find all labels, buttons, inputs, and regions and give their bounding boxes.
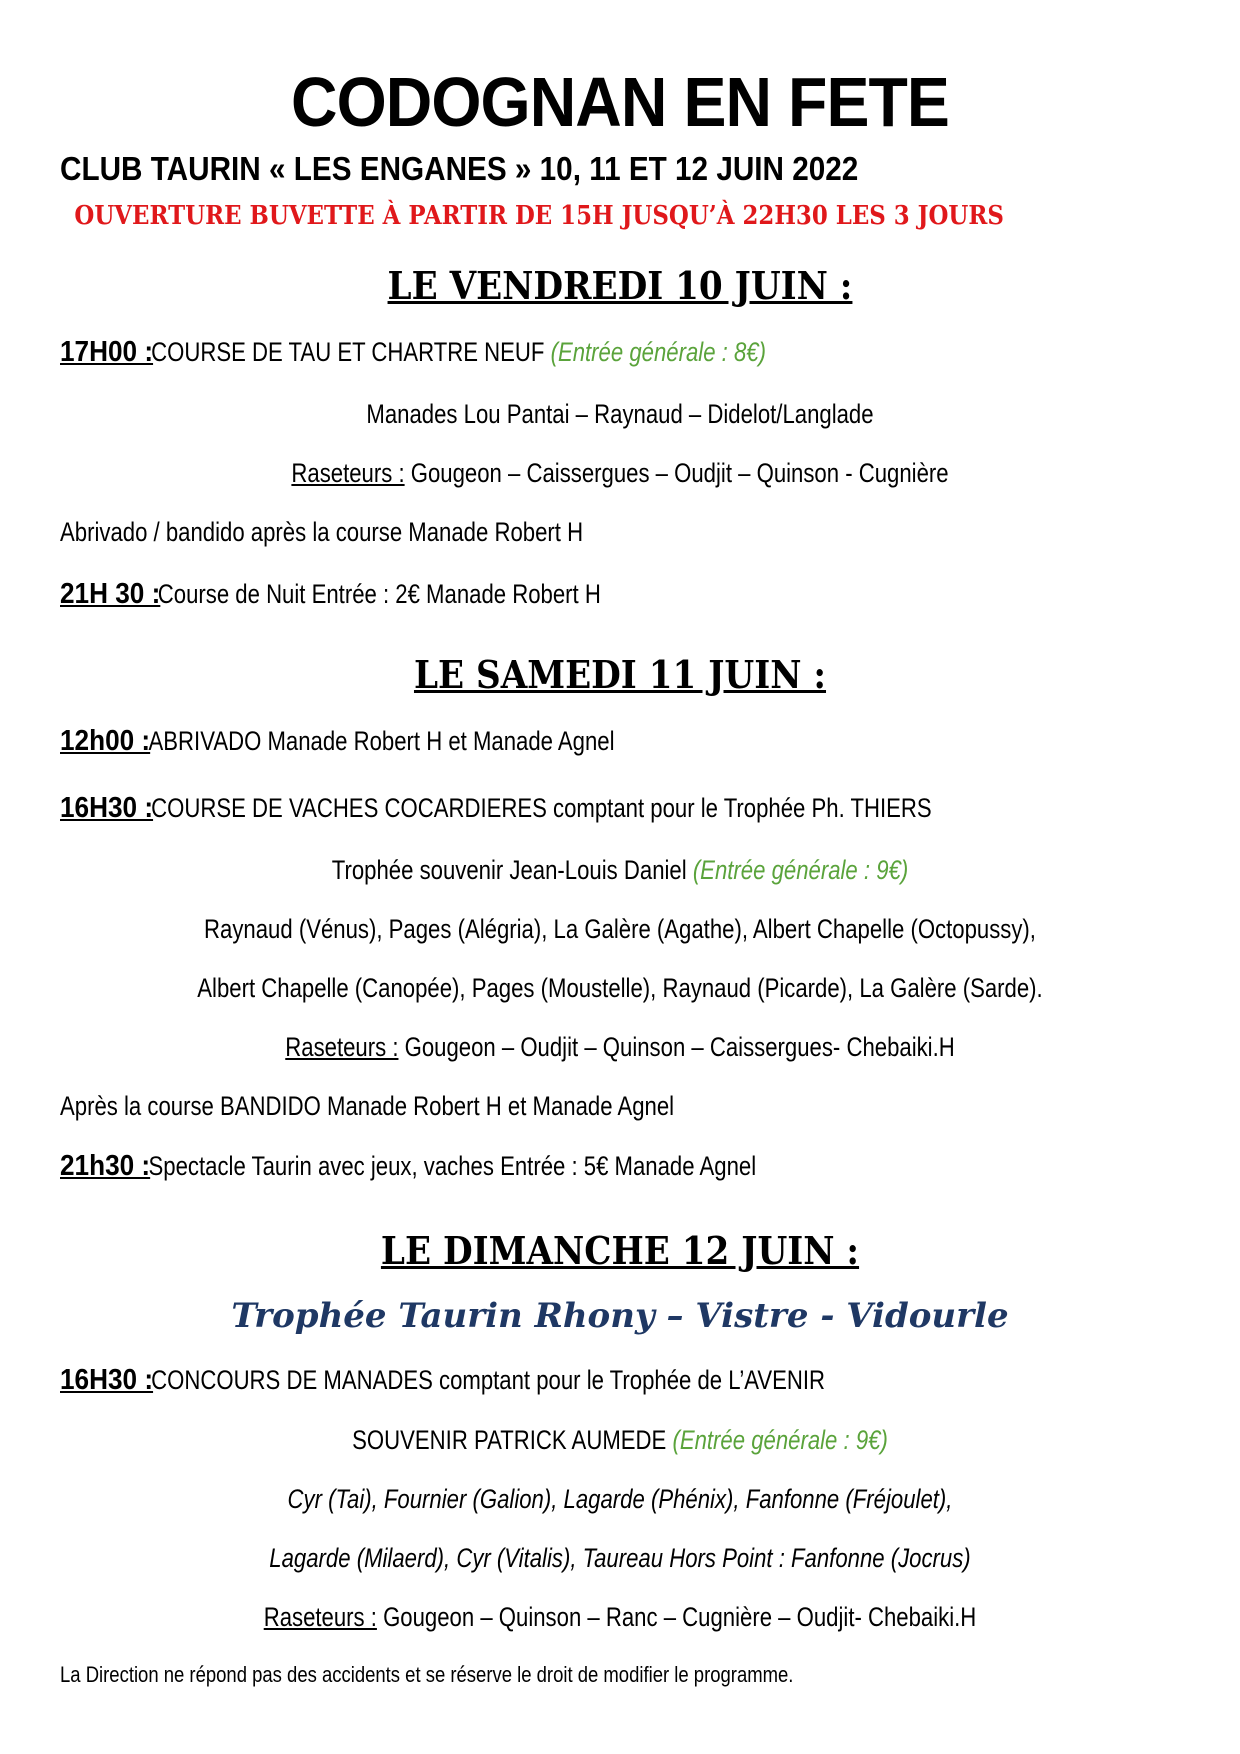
souvenir-price: (Entrée générale : 9€) (692, 855, 909, 885)
friday-event-1 (60, 336, 766, 369)
event-time: 21h30 : (60, 1150, 151, 1182)
raseteurs-label: Raseteurs : (291, 458, 405, 488)
saturday-heading: LE SAMEDI 11 JUIN : (413, 652, 827, 697)
friday-event-2 (60, 578, 601, 611)
friday-manades: Manades Lou Pantai – Raynaud – Didelot/Langlade (366, 399, 874, 429)
raseteurs-list: Gougeon – Quinson – Ranc – Cugnière – Oudjit- Chebaiki.H (376, 1602, 977, 1632)
event-text: ABRIVADO Manade Robert H et Manade Agnel (148, 726, 615, 756)
saturday-event-3 (60, 1150, 756, 1183)
disclaimer-footer: La Direction ne répond pas des accidents et se réserve le droit de modifier le programme. (60, 1662, 794, 1687)
souvenir-text: Trophée souvenir Jean-Louis Daniel (331, 855, 693, 885)
club-subtitle: CLUB TAURIN « LES ENGANES » 10, 11 ET 12 JUIN 2022 (60, 150, 859, 187)
saturday-event-2 (60, 792, 932, 825)
event-time: 16H30 : (60, 792, 154, 824)
saturday-event-1 (60, 725, 615, 758)
sunday-trophy: Trophée Taurin Rhony – Vistre - Vidourle (231, 1296, 1009, 1336)
event-time: 17H00 : (60, 336, 154, 368)
event-text: CONCOURS DE MANADES comptant pour le Trophée de L’AVENIR (151, 1365, 826, 1395)
event-text: COURSE DE VACHES COCARDIERES comptant pour le Trophée Ph. THIERS (151, 793, 932, 823)
friday-abrivado: Abrivado / bandido après la course Manade Robert H (60, 517, 584, 547)
event-time: 12h00 : (60, 725, 151, 757)
sunday-event-1 (60, 1364, 825, 1397)
buvette-notice: OUVERTURE BUVETTE À PARTIR DE 15H JUSQU’À 22H30 LES 3 JOURS (74, 201, 1004, 231)
raseteurs-list: Gougeon – Oudjit – Quinson – Caissergues- Chebaiki.H (398, 1032, 955, 1062)
event-price: (Entrée générale : 8€) (550, 337, 766, 367)
event-text: Course de Nuit Entrée : 2€ Manade Robert H (157, 579, 601, 609)
souvenir-price: (Entrée générale : 9€) (672, 1425, 888, 1455)
sunday-souvenir (112, 1425, 1129, 1456)
raseteurs-list: Gougeon – Caissergues – Oudjit – Quinson - Cugnière (404, 458, 949, 488)
event-time: 16H30 : (60, 1364, 154, 1396)
souvenir-text: SOUVENIR PATRICK AUMEDE (352, 1425, 673, 1455)
friday-raseteurs (112, 458, 1129, 489)
friday-heading: LE VENDREDI 10 JUIN : (387, 263, 853, 308)
saturday-souvenir (112, 855, 1129, 886)
raseteurs-label: Raseteurs : (263, 1602, 377, 1632)
sunday-bulls-2: Lagarde (Milaerd), Cyr (Vitalis), Taureau Hors Point : Fanfonne (Jocrus) (269, 1543, 971, 1573)
saturday-raseteurs (112, 1032, 1129, 1063)
sunday-bulls-1: Cyr (Tai), Fournier (Galion), Lagarde (Phénix), Fanfonne (Fréjoulet), (287, 1484, 953, 1514)
event-text: Spectacle Taurin avec jeux, vaches Entrée : 5€ Manade Agnel (148, 1151, 757, 1181)
page-title: CODOGNAN EN FETE (291, 63, 949, 141)
saturday-vaches-1: Raynaud (Vénus), Pages (Alégria), La Galère (Agathe), Albert Chapelle (Octopussy), (204, 914, 1036, 944)
sunday-raseteurs (112, 1602, 1129, 1633)
raseteurs-label: Raseteurs : (285, 1032, 399, 1062)
sunday-heading: LE DIMANCHE 12 JUIN : (380, 1228, 860, 1273)
event-text: COURSE DE TAU ET CHARTRE NEUF (151, 337, 545, 367)
saturday-vaches-2: Albert Chapelle (Canopée), Pages (Moustelle), Raynaud (Picarde), La Galère (Sarde). (197, 973, 1043, 1003)
event-time: 21H 30 : (60, 578, 161, 610)
saturday-bandido: Après la course BANDIDO Manade Robert H et Manade Agnel (60, 1091, 675, 1121)
